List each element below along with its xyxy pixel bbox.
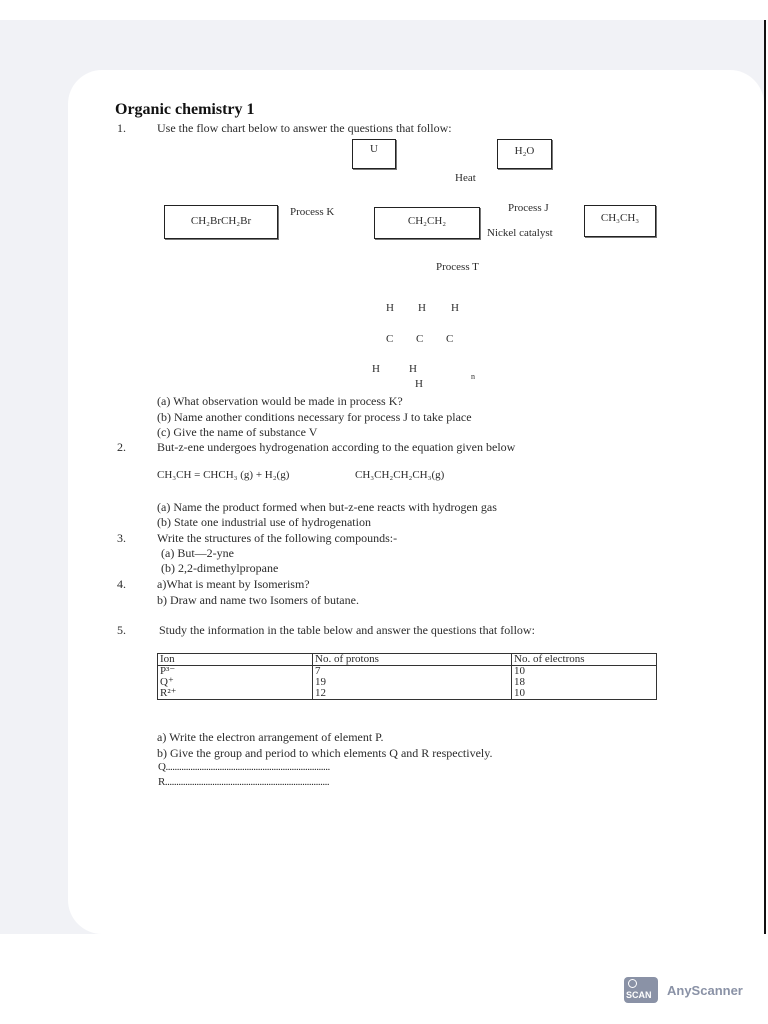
ion-table-header-electrons: No. of electrons xyxy=(512,654,657,666)
box-dibromoethane xyxy=(164,205,278,239)
table-cell: 19 xyxy=(313,677,512,688)
question-3a: (a) But—2-yne xyxy=(161,546,234,560)
box-h2o xyxy=(497,139,552,169)
structure-h-top-2: H xyxy=(418,302,426,314)
table-cell: 7 xyxy=(313,666,512,678)
table-cell: P³⁻ xyxy=(158,666,313,678)
question-5-prompt: Study the information in the table below and answer the questions that follow: xyxy=(159,623,535,637)
box-h2o-label: H₂O xyxy=(514,145,535,157)
question-2b: (b) State one industrial use of hydrogenation xyxy=(157,515,371,529)
table-cell: 10 xyxy=(512,688,657,700)
question-5b: b) Give the group and period to which elements Q and R respectively. xyxy=(157,746,493,760)
question-3-number: 3. xyxy=(117,531,126,545)
ion-table-header-row xyxy=(158,654,657,666)
question-1-number: 1. xyxy=(117,121,126,135)
answer-line-r: R......................................................................... xyxy=(158,776,330,788)
question-4-number: 4. xyxy=(117,577,126,591)
structure-c-2: C xyxy=(416,333,424,345)
question-1-prompt: Use the flow chart below to answer the questions that follow: xyxy=(157,121,452,135)
table-cell: 12 xyxy=(313,688,512,700)
box-ethene xyxy=(374,207,480,239)
question-5-number: 5. xyxy=(117,623,126,637)
question-2a: (a) Name the product formed when but-z-ene reacts with hydrogen gas xyxy=(157,500,497,514)
question-4b: b) Draw and name two Isomers of butane. xyxy=(157,593,359,607)
structure-h-bottom-2: H xyxy=(409,363,417,375)
ion-table-header-ion: Ion xyxy=(158,654,313,666)
equation-product: CH₃CH₂CH₂CH₃(g) xyxy=(355,469,445,481)
question-1c: (c) Give the name of substance V xyxy=(157,425,318,439)
question-1a: (a) What observation would be made in process K? xyxy=(157,394,403,408)
question-2-prompt: But-z-ene undergoes hydrogenation according to the equation given below xyxy=(157,440,516,454)
structure-h-top-3: H xyxy=(451,302,459,314)
structure-h-bottom-1: H xyxy=(372,363,380,375)
table-cell: 18 xyxy=(512,677,657,688)
table-row xyxy=(158,688,657,700)
table-row xyxy=(158,677,657,688)
table-cell: 10 xyxy=(512,666,657,678)
page-edge-line xyxy=(764,20,766,934)
box-ethane xyxy=(584,205,656,237)
structure-h-lone: H xyxy=(415,378,423,390)
table-row xyxy=(158,666,657,678)
ion-table-header-protons: No. of protons xyxy=(313,654,512,666)
structure-n-subscript: n xyxy=(471,372,475,381)
label-process-k: Process K xyxy=(290,206,335,218)
ion-table xyxy=(157,653,657,700)
anyscanner-name: AnyScanner xyxy=(667,983,743,998)
structure-c-3: C xyxy=(446,333,454,345)
box-u xyxy=(352,139,396,169)
label-nickel-catalyst: Nickel catalyst xyxy=(487,227,553,239)
box-ethane-label: CH₃CH₃ xyxy=(600,212,640,224)
question-3b: (b) 2,2-dimethylpropane xyxy=(161,561,279,575)
question-5a: a) Write the electron arrangement of element P. xyxy=(157,730,384,744)
anyscanner-logo-icon xyxy=(624,977,658,1003)
question-4a: a)What is meant by Isomerism? xyxy=(157,577,310,591)
label-process-t: Process T xyxy=(436,261,479,273)
question-2-number: 2. xyxy=(117,440,126,454)
equation-reactants: CH₃CH = CHCH₃ (g) + H₂(g) xyxy=(157,469,290,481)
box-ethene-label: CH₂CH₂ xyxy=(407,215,447,227)
table-cell: R²⁺ xyxy=(158,688,313,700)
label-process-j: Process J xyxy=(508,202,549,214)
label-heat: Heat xyxy=(455,172,476,184)
question-3-prompt: Write the structures of the following compounds:- xyxy=(157,531,398,545)
box-dibromoethane-label: CH₂BrCH₂Br xyxy=(190,215,252,227)
box-u-label: U xyxy=(370,143,378,155)
document-title: Organic chemistry 1 xyxy=(115,101,255,118)
structure-h-top-1: H xyxy=(386,302,394,314)
question-1b: (b) Name another conditions necessary for process J to take place xyxy=(157,410,472,424)
structure-c-1: C xyxy=(386,333,394,345)
answer-line-q: Q......................................................................... xyxy=(158,761,330,773)
anyscanner-logo-text: SCAN xyxy=(626,990,652,1000)
table-cell: Q⁺ xyxy=(158,677,313,688)
